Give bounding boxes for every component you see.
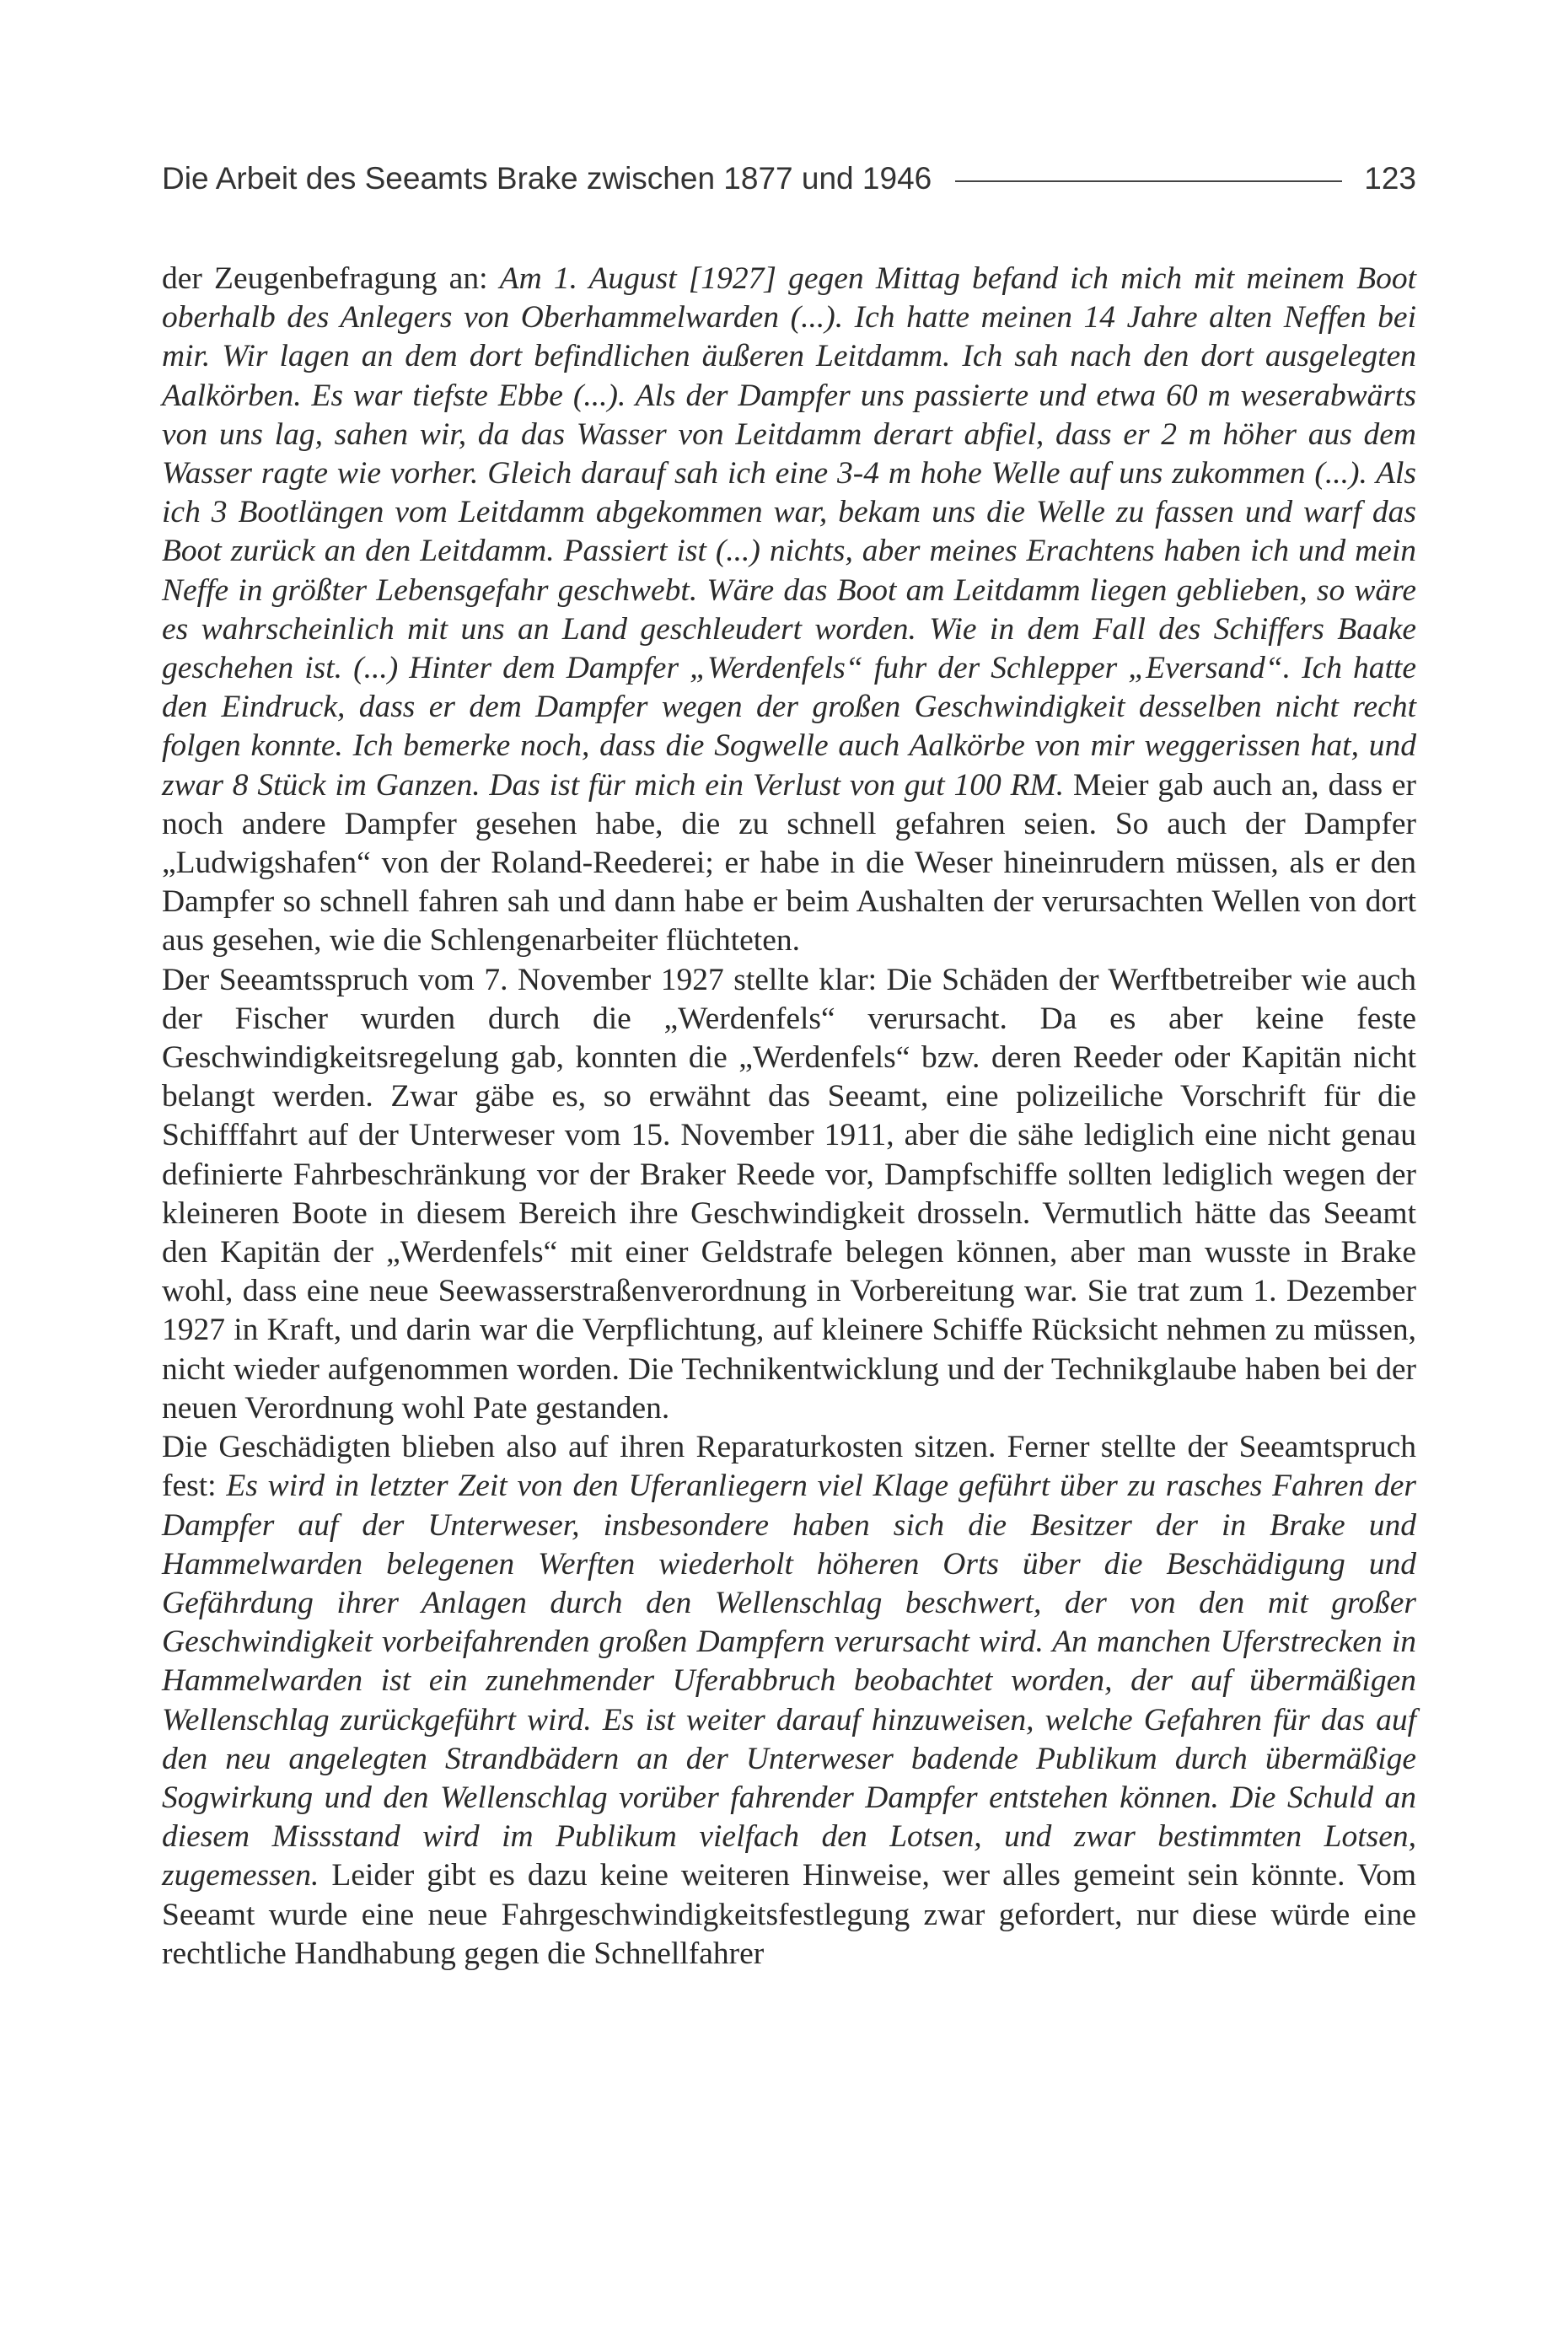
page-number: 123 bbox=[1364, 161, 1416, 196]
running-header bbox=[162, 153, 1416, 204]
paragraph bbox=[162, 961, 1416, 1428]
text-run: Leider gibt es dazu keine weiteren Hinweise, wer alles gemeint sein könnte. Vom Seeamt wurde eine neue Fahrgeschwindigkeitsfestlegung zwar gefordert, nur diese würde eine rechtliche Handhabung gegen die Schnellfahrer bbox=[162, 1858, 1416, 1971]
running-header-title: Die Arbeit des Seeamts Brake zwischen 1877 und 1946 bbox=[162, 161, 932, 196]
text-run: Der Seeamtsspruch vom 7. November 1927 stellte klar: Die Schäden der Werftbetreiber wie auch der Fischer wurden durch die „Werdenfels“ verursacht. Da es aber keine feste Geschwindigkeitsregelung gab, konnten die „Werdenfels“ bzw. deren Reeder oder Kapitän nicht belangt werden. Zwar gäbe es, so erwähnt das Seeamt, eine polizeiliche Vorschrift für die Schifffahrt auf der Unterweser vom 15. November 1911, aber die sähe lediglich eine nicht genau definierte Fahrbeschränkung vor der Braker Reede vor, Dampfschiffe sollten lediglich wegen der kleineren Boote in diesem Bereich ihre Geschwindigkeit drosseln. Vermutlich hätte das Seeamt den Kapitän der „Werdenfels“ mit einer Geldstrafe belegen können, aber man wusste in Brake wohl, dass eine neue Seewasserstraßenverordnung in Vorbereitung war. Sie trat zum 1. Dezember 1927 in Kraft, und darin war die Verpflichtung, auf kleinere Schiffe Rücksicht nehmen zu müssen, nicht wieder aufgenommen worden. Die Technikentwicklung und der Technikglaube haben bei der neuen Verordnung wohl Pate gestanden. bbox=[162, 962, 1416, 1426]
quotation-run: Am 1. August [1927] gegen Mittag befand ich mich mit meinem Boot oberhalb des Anlegers von Oberhammelwarden (...). Ich hatte meinen 14 Jahre alten Neffen bei mir. Wir lagen an dem dort befindlichen äußeren Leitdamm. Ich sah nach den dort ausgelegten Aalkörben. Es war tiefste Ebbe (...). Als der Dampfer uns passierte und etwa 60 m weserabwärts von uns lag, sahen wir, da das Wasser von Leitdamm derart abfiel, dass er 2 m höher aus dem Wasser ragte wie vorher. Gleich darauf sah ich eine 3-4 m hohe Welle auf uns zukommen (...). Als ich 3 Bootlängen vom Leitdamm abgekommen war, bekam uns die Welle zu fassen und warf das Boot zurück an den Leitdamm. Passiert ist (...) nichts, aber meines Erachtens haben ich und mein Neffe in größter Lebensgefahr geschwebt. Wäre das Boot am Leitdamm liegen geblieben, so wäre es wahrscheinlich mit uns an Land geschleudert worden. Wie in dem Fall des Schiffers Baake geschehen ist. (...) Hinter dem Dampfer „Werdenfels“ fuhr der Schlepper „Eversand“. Ich hatte den Eindruck, dass er dem Dampfer wegen der großen Geschwindigkeit desselben nicht recht folgen konnte. Ich bemerke noch, dass die Sogwelle auch Aalkörbe von mir weggerissen hat, und zwar 8 Stück im Ganzen. Das ist für mich ein Verlust von gut 100 RM. bbox=[162, 261, 1416, 803]
header-rule bbox=[955, 180, 1342, 182]
text-run: Meier gab auch an, dass er noch andere Dampfer gesehen habe, die zu schnell gefahren seien. So auch der Dampfer „Ludwigshafen“ von der Roland-Reederei; er habe in die Weser hineinrudern müssen, als er den Dampfer so schnell fahren sah und dann habe er beim Aushalten der verursachten Wellen von dort aus gesehen, wie die Schlengenarbeiter flüchteten. bbox=[162, 767, 1416, 959]
text-run: Die Geschädigten blieben also auf ihren Reparaturkosten sitzen. Ferner stellte der Seeamtspruch fest: bbox=[162, 1430, 1416, 1504]
paragraph bbox=[162, 1428, 1416, 1974]
paragraph bbox=[162, 260, 1416, 961]
text-run: der Zeugenbefragung an: bbox=[162, 261, 500, 296]
quotation-run: Es wird in letzter Zeit von den Uferanliegern viel Klage geführt über zu rasches Fahren der Dampfer auf der Unterweser, insbesondere haben sich die Besitzer der in Brake und Hammelwarden belegenen Werften wiederholt höheren Orts über die Beschädigung und Gefährdung ihrer Anlagen durch den Wellenschlag beschwert, der von den mit großer Geschwindigkeit vorbeifahrenden großen Dampfern verursacht wird. An manchen Uferstrecken in Hammelwarden ist ein zunehmender Uferabbruch beobachtet worden, der auf übermäßigen Wellenschlag zurückgeführt wird. Es ist weiter darauf hinzuweisen, welche Gefahren für das auf den neu angelegten Strandbädern an der Unterweser badende Publikum durch übermäßige Sogwirkung und den Wellenschlag vorüber fahrender Dampfer entstehen können. Die Schuld an diesem Missstand wird im Publikum vielfach den Lotsen, und zwar bestimmten Lotsen, zugemessen. bbox=[162, 1469, 1416, 1893]
body-text bbox=[162, 260, 1416, 1974]
